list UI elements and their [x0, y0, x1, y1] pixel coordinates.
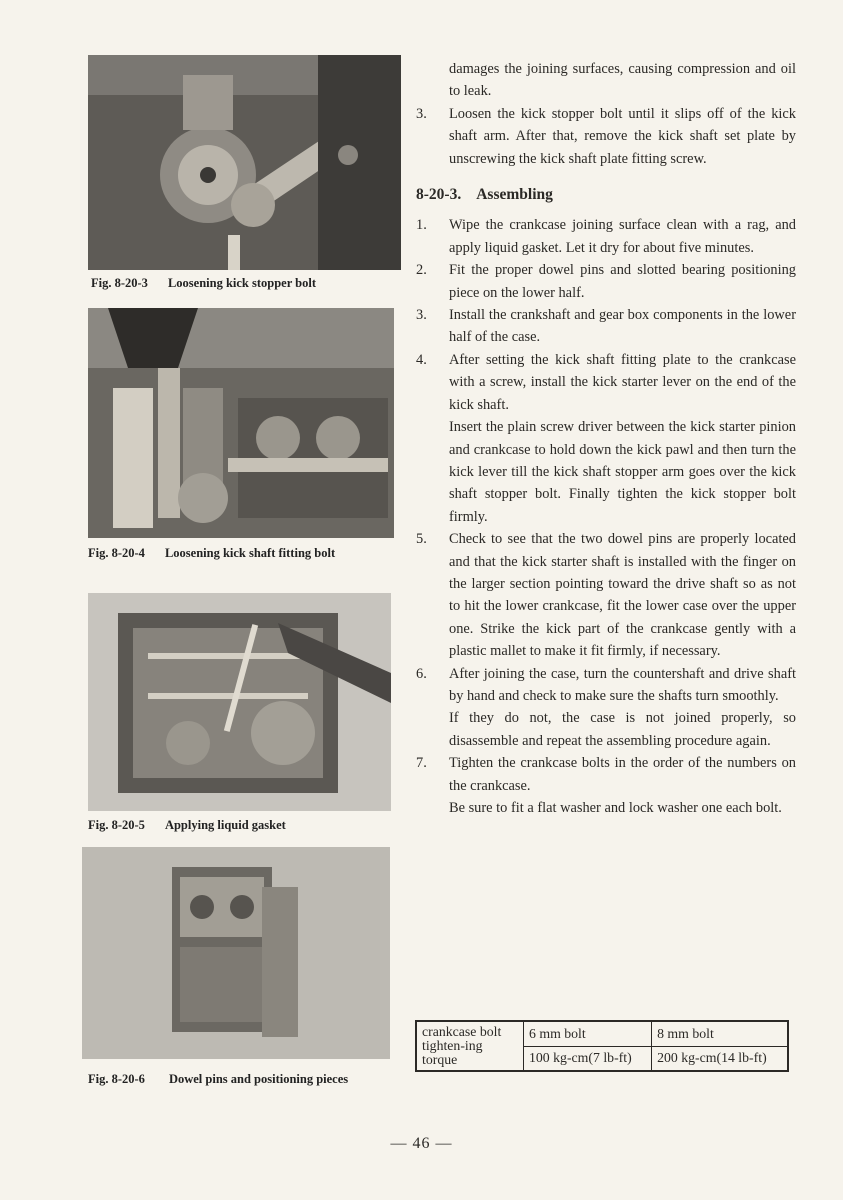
figure-caption	[91, 276, 411, 291]
intro-paragraph: damages the joining surfaces, causing compression and oil to leak.	[449, 61, 796, 100]
photo-kick-stopper-bolt	[88, 55, 401, 270]
crankcase-gasket-photo	[88, 593, 391, 811]
assembly-step	[416, 349, 796, 416]
figure-caption	[88, 546, 408, 561]
step-number: 6.	[416, 665, 427, 682]
table-row-header: crankcase bolt tighten-ing torque	[416, 1021, 524, 1071]
torque-table	[415, 1020, 789, 1072]
photo-applying-liquid-gasket	[88, 593, 391, 811]
figure-caption	[88, 1072, 378, 1087]
table-column-header: 6 mm bolt	[524, 1021, 652, 1046]
step-text: Wipe the crankcase joining surface clean with a rag, and apply liquid gasket. Let it dry for about five minutes.	[449, 217, 796, 256]
step-number: 4.	[416, 351, 427, 368]
page-number: — 46 —	[390, 1135, 453, 1152]
photo-dowel-pins	[82, 847, 390, 1059]
figure-number: Fig. 8-20-3	[91, 276, 148, 290]
table-row	[416, 1021, 788, 1046]
figure-caption-text: Loosening kick shaft fitting bolt	[164, 546, 336, 560]
step-number: 5.	[416, 531, 427, 548]
crankcase-lower-half-photo	[82, 847, 390, 1059]
assembly-step	[416, 663, 796, 708]
crankcase-gearbox-photo	[88, 308, 394, 538]
section-title: Assembling	[476, 186, 553, 204]
text-column	[416, 58, 796, 819]
figure-caption-text: Loosening kick stopper bolt	[167, 276, 317, 290]
step-number: 2.	[416, 262, 427, 279]
step-number: 1.	[416, 217, 427, 234]
step-text: After joining the case, turn the countershaft and drive shaft by hand and check to make sure the shafts turn smoothly.	[449, 665, 796, 704]
assembly-step	[416, 528, 796, 662]
photo-kick-shaft-fitting-bolt	[88, 308, 394, 538]
assembly-step	[416, 214, 796, 259]
figure-caption	[88, 818, 408, 833]
step-number: 7.	[416, 755, 427, 772]
engine-gear-photo	[88, 55, 401, 270]
step-number: 3.	[416, 307, 427, 324]
step-note: If they do not, the case is not joined properly, so disassemble and repeat the assembling procedure again.	[449, 710, 796, 749]
step-text: Fit the proper dowel pins and slotted bearing positioning piece on the lower half.	[449, 262, 796, 301]
step-number: 3.	[416, 105, 427, 122]
step-text: Tighten the crankcase bolts in the order of the numbers on the crankcase.	[449, 755, 796, 794]
table-column-header: 8 mm bolt	[652, 1021, 788, 1046]
figure-number: Fig. 8-20-6	[88, 1072, 145, 1086]
assembly-step	[416, 259, 796, 304]
section-heading	[416, 184, 796, 206]
section-number: 8-20-3.	[416, 186, 462, 204]
step-note: Be sure to fit a flat washer and lock washer one each bolt.	[449, 800, 782, 816]
figure-number: Fig. 8-20-4	[88, 546, 145, 560]
step-text: After setting the kick shaft fitting plate to the crankcase with a screw, install the kick starter lever on the end of the kick shaft.	[449, 351, 796, 413]
step-text: Install the crankshaft and gear box components in the lower half of the case.	[449, 307, 796, 346]
figure-number: Fig. 8-20-5	[88, 818, 145, 832]
figure-caption-text: Applying liquid gasket	[164, 818, 286, 832]
disassembly-step	[416, 103, 796, 170]
figure-caption-text: Dowel pins and positioning pieces	[168, 1072, 349, 1086]
table-cell: 200 kg-cm(14 lb-ft)	[652, 1046, 788, 1071]
assembly-step	[416, 752, 796, 797]
step-text: Loosen the kick stopper bolt until it slips off of the kick shaft arm. After that, remove the kick shaft set plate by unscrewing the kick shaft plate fitting screw.	[449, 105, 796, 167]
assembly-step	[416, 304, 796, 349]
step-note: Insert the plain screw driver between the kick starter pinion and crankcase to hold down the kick pawl and then turn the kick lever till the kick shaft stopper arm goes over the kick shaft stopper bolt. Finally tighten the kick stopper bolt firmly.	[449, 419, 796, 525]
step-text: Check to see that the two dowel pins are properly located and that the kick starter shaft is installed with the finger on the larger section pointing toward the drive shaft so as not to hit the lower crankcase, fit the lower case over the upper one. Strike the kick part of the crankcase gently with a plastic mallet to make it fit firmly, if necessary.	[449, 531, 796, 660]
table-cell: 100 kg-cm(7 lb-ft)	[524, 1046, 652, 1071]
